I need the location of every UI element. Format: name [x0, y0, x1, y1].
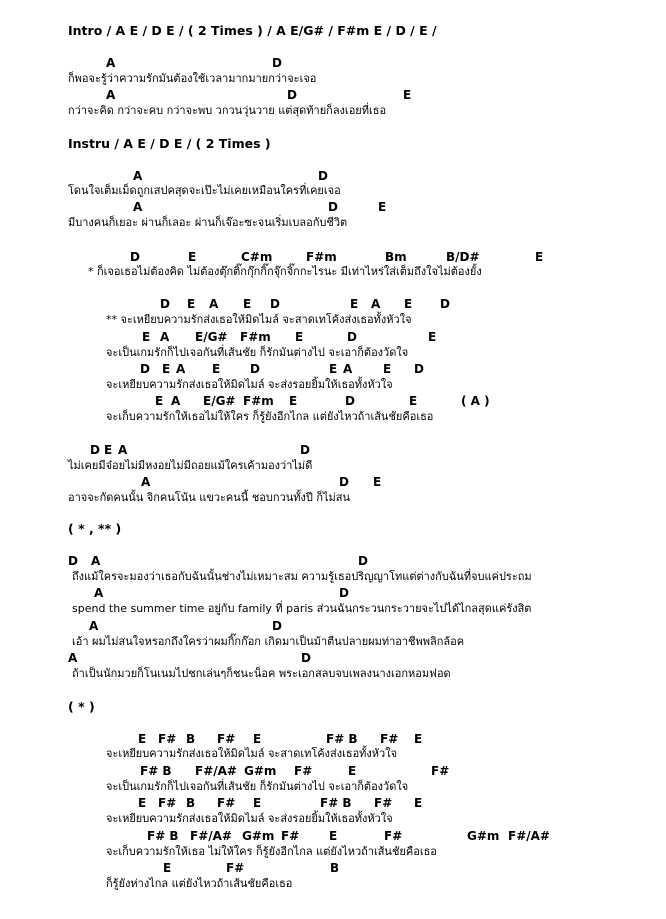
chord: B/D#	[446, 250, 480, 264]
chord: E	[162, 362, 171, 376]
chord: E	[329, 829, 338, 843]
chord: E/G#	[195, 330, 228, 344]
chord: F#/A#	[195, 764, 237, 778]
chord: Bm	[385, 250, 407, 264]
chord: F#	[374, 796, 393, 810]
chord: E	[409, 394, 418, 408]
chord: D	[345, 394, 355, 408]
chord: E	[155, 394, 164, 408]
chord: E	[428, 330, 437, 344]
chord: F#	[431, 764, 450, 778]
chord: A	[94, 586, 104, 600]
lyric-line: ก็รู้ยังห่างไกล แต่ยังไหวถ้าเส้นชัยคือเธอ	[106, 877, 293, 890]
lyric-line: จะเหยียบความรักส่งเธอให้มิดไมล์ จะส่งรอยยิ้มให้เธอทั้งหัวใจ	[106, 812, 393, 825]
lyric-line: ก็พอจะรู้ว่าความรักมันต้องใช้เวลามากมายกว่าจะเจอ	[68, 72, 317, 85]
chord: F# B	[320, 796, 352, 810]
chord: A	[68, 651, 78, 665]
chord: D	[160, 297, 170, 311]
chord: E	[253, 796, 262, 810]
chord: F#	[158, 732, 177, 746]
chord: F#	[384, 829, 403, 843]
lyric-line: * ก็เจอเธอไม่ต้องคิด ไม่ต้องตุ๊กติ๊กกุ๊กกิ๊กจุ๊กจิ๊กกะไรนะ มีเท่าไหร่ใส่เต็มถึงใจไม่ต้องยั้ง	[88, 265, 482, 278]
chord: E	[378, 200, 387, 214]
chord: B	[330, 861, 340, 875]
chord: F# B	[140, 764, 172, 778]
chord: E	[138, 796, 147, 810]
chord: D	[301, 651, 311, 665]
chord: F#	[158, 796, 177, 810]
chord: E	[404, 297, 413, 311]
chord: F# B	[326, 732, 358, 746]
chord: A	[209, 297, 219, 311]
chord: F#m	[306, 250, 337, 264]
chord: A	[371, 297, 381, 311]
chord: F#	[380, 732, 399, 746]
chord: D	[440, 297, 450, 311]
chord: E	[142, 330, 151, 344]
chord: D	[318, 169, 328, 183]
chord: D	[300, 443, 310, 457]
chord: E	[414, 796, 423, 810]
chord: E	[289, 394, 298, 408]
chord: F#	[281, 829, 300, 843]
chord: A	[171, 394, 181, 408]
chord: D	[414, 362, 424, 376]
chord: E	[348, 764, 357, 778]
chord: D	[270, 297, 280, 311]
lyric-line: ไม่เคยมีจ๋อยไม่มีหงอยไม่มีถอยแม้ใครเค้ามองว่าไม่ดี	[68, 459, 313, 472]
chord: D	[347, 330, 357, 344]
chord: E	[253, 732, 262, 746]
lyric-line: โดนใจเต็มเม็ดถูกเสปคสุดจะเป๊ะไม่เคยเหมือนใครที่เคยเจอ	[68, 184, 341, 197]
chord: E	[373, 475, 382, 489]
lyric-line: จะเก็บความรักให้เธอไม่ให้ใคร ก็รู้ยังอีกไกล แต่ยังไหวถ้าเส้นชัยคือเธอ	[106, 410, 434, 423]
chord: A	[106, 88, 116, 102]
chord: E	[414, 732, 423, 746]
chord: A	[141, 475, 151, 489]
repeat-marker: ( * , ** )	[68, 521, 122, 536]
chord: E	[212, 362, 221, 376]
chord: F#/A#	[508, 829, 550, 843]
chord: G#m	[467, 829, 500, 843]
chord: A	[106, 56, 116, 70]
chord: E	[188, 250, 197, 264]
lyric-line: ** จะเหยียบความรักส่งเธอให้มิดไมล์ จะสาดเทโค้งส่งเธอทั้งหัวใจ	[106, 313, 412, 326]
chord: D	[68, 554, 78, 568]
chord: A	[133, 169, 143, 183]
chord: G#m	[242, 829, 275, 843]
lyric-line: spend the summer time อยู่กับ family ที่ paris ส่วนฉันกระวนกระวายจะไปได้ไกลสุดแค่รังสิต	[72, 602, 532, 615]
lyric-line: จะเหยียบความรักส่งเธอให้มิดไมล์ จะสาดเทโค้งส่งเธอทั้งหัวใจ	[106, 747, 398, 760]
lyric-line: จะเหยียบความรักส่งเธอให้มิดไมล์ จะส่งรอยยิ้มให้เธอทั้งหัวใจ	[106, 378, 393, 391]
chord: E	[243, 297, 252, 311]
chord: E	[104, 443, 113, 457]
chord: B	[186, 732, 196, 746]
chord: A	[343, 362, 353, 376]
chord: D	[358, 554, 368, 568]
chord: F#/A#	[190, 829, 232, 843]
chord: F#	[217, 732, 236, 746]
lyric-line: กว่าจะคิด กว่าจะคบ กว่าจะพบ วกวนวุ่นวาย แต่สุดท้ายก็ลงเอยที่เธอ	[68, 104, 387, 117]
chord: D	[339, 586, 349, 600]
chord: E	[535, 250, 544, 264]
chord: C#m	[241, 250, 273, 264]
chord: B	[186, 796, 196, 810]
chord: A	[176, 362, 186, 376]
chord: D	[250, 362, 260, 376]
chord: F#	[226, 861, 245, 875]
chord: D	[130, 250, 140, 264]
lyric-line: จะเป็นเกมรักก็ไปเจอกันที่เส้นชัย ก็รักมันต่างไป จะเอาก็ต้องวัดใจ	[106, 780, 409, 793]
chord: E	[138, 732, 147, 746]
chord: D	[140, 362, 150, 376]
chord: A	[91, 554, 101, 568]
chord: F#	[217, 796, 236, 810]
chord: D	[287, 88, 297, 102]
chord: ( A )	[461, 394, 490, 408]
intro-line: Intro / A E / D E / ( 2 Times ) / A E/G# / F#m E / D / E /	[68, 23, 437, 38]
chord: A	[160, 330, 170, 344]
lyric-line: อาจจะกัดคนนั้น จิกคนโน้น แขวะคนนี้ ชอบกวนทั้งปี ก็ไม่สน	[68, 491, 351, 504]
chord: D	[90, 443, 100, 457]
lyric-line: ถ้าเป็นนักมวยก็โนเนมไปชกเล่นๆก็ชนะน็อค พระเอกสลบจบเพลงนางเอกหอมฟอด	[72, 667, 451, 680]
lyric-line: จะเก็บความรักให้เธอ ไม่ให้ใคร ก็รู้ยังอีกไกล แต่ยังไหวถ้าเส้นชัยคือเธอ	[106, 845, 437, 858]
chord: E	[383, 362, 392, 376]
lyric-line: เอ้า ผมไม่สนใจหรอกถึงใครว่าผมกิ๊กก๊อก เกิดมาเป็นม้าตีนปลายผมท่าอาชีพพลิกล้อค	[72, 635, 465, 648]
chord: A	[133, 200, 143, 214]
chord: F#	[294, 764, 313, 778]
chord: F# B	[147, 829, 179, 843]
chord: E	[295, 330, 304, 344]
lyric-line: ถึงแม้ใครจะมองว่าเธอกับฉันนั้นช่างไม่เหมาะสม ความรู้เธอปริญญาโทแต่ต่างกับฉันที่จบแค่ประถม	[72, 570, 532, 583]
lyric-line: มีบางคนก็เยอะ ผ่านก็เลอะ ผ่านก็เจ๊อะซะจนเริ่มเบลอกับชีวิต	[68, 216, 348, 229]
instru-line: Instru / A E / D E / ( 2 Times )	[68, 136, 271, 151]
chord: A	[118, 443, 128, 457]
chord: D	[272, 56, 282, 70]
repeat-marker: ( * )	[68, 699, 95, 714]
chord: E	[329, 362, 338, 376]
lyric-line: จะเป็นเกมรักก็ไปเจอกันที่เส้นชัย ก็รักมันต่างไป จะเอาก็ต้องวัดใจ	[106, 346, 409, 359]
chord: E	[403, 88, 412, 102]
chord: E	[163, 861, 172, 875]
chord: F#m	[240, 330, 271, 344]
chord: E	[187, 297, 196, 311]
chord: D	[328, 200, 338, 214]
chord: D	[272, 619, 282, 633]
chord: G#m	[244, 764, 277, 778]
chord: E	[350, 297, 359, 311]
chord: F#m	[243, 394, 274, 408]
chord: A	[89, 619, 99, 633]
chord: D	[339, 475, 349, 489]
chord: E/G#	[203, 394, 236, 408]
